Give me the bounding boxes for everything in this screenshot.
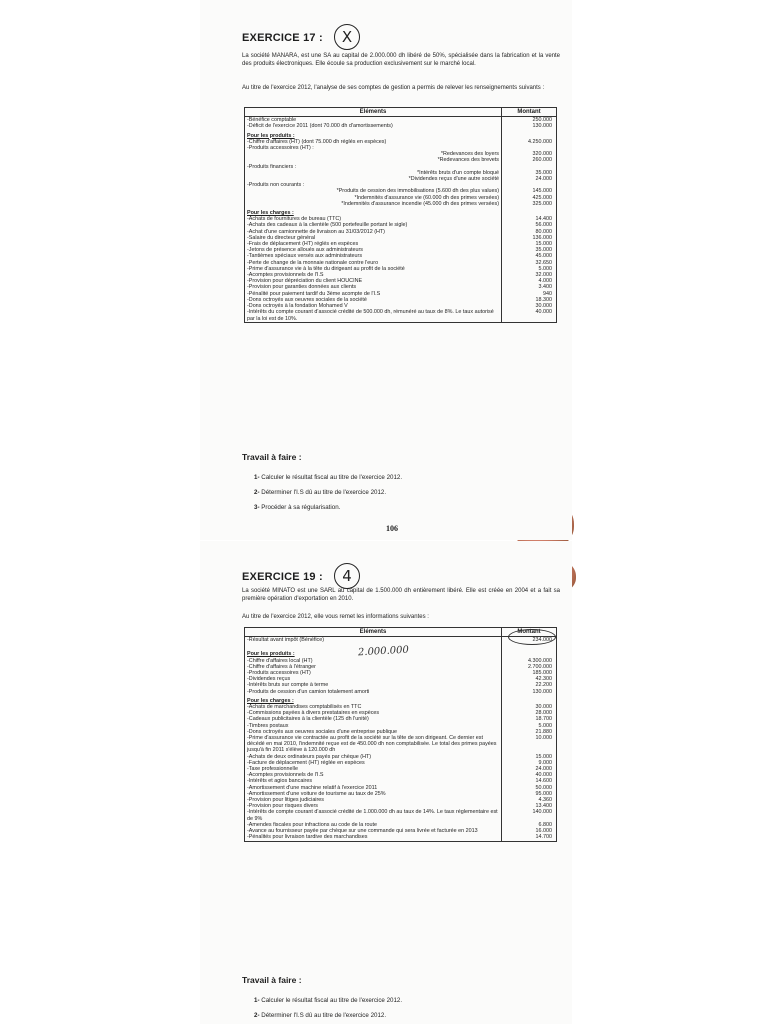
row-amount: 32.000 [502,272,557,278]
row-label: *Intérêts bruts d'un compte bloqué [245,170,502,176]
row-amount: 4.300.000 [502,658,557,664]
row-label: *Redevances des brevets [245,157,502,163]
row-label: -Acomptes provisionnels de l'I.S [245,772,502,778]
section-heading: Pour les produits : [245,130,502,139]
row-label: -Amortissement d'une machine relatif à l'exercice 2011 [245,785,502,791]
row-amount: 10.000 [502,735,557,754]
row-label: -Taxe professionnelle [245,766,502,772]
row-amount: 28.000 [502,710,557,716]
row-label: -Intérêts du compte courant d'associé crédité de 500.000 dh, rémunéré au taux de 8%. Le taux autorisé par la loi est de 10%. [245,309,502,322]
task-item [254,489,386,496]
row-amount: 136.000 [502,235,557,241]
row-amount: 2.700.000 [502,664,557,670]
row-label: -Chiffre d'affaires (HT) (dont 75.000 dh réglés en espèces) [245,139,502,145]
row-amount: 5.000 [502,266,557,272]
row-label: *Dividendes reçus d'une autre société [245,176,502,182]
row-label: *Indemnités d'assurance vie (60.000 dh des primes versées) [245,195,502,201]
table-row [245,809,557,821]
intro-paragraph: La société MINATO est une SARL au capital de 1.500.000 dh entièrement libéré. Elle est créée en 2004 et a fait sa première opération d'exportation en 2010. [242,588,560,602]
row-amount: 234.000 [502,637,557,644]
page-exercice-19 [200,541,572,1024]
row-label: -Résultat avant impôt (Bénéfice) [245,637,502,644]
row-label: -Provision pour garanties données aux clients [245,284,502,290]
row-label: -Achats de fournitures de bureau (TTC) [245,216,502,222]
task-text: Déterminer l'I.S dû au titre de l'exercice 2012. [261,1012,387,1019]
exercise-title: EXERCICE 19 : [242,571,323,583]
row-label: -Bénéfice comptable [245,117,502,124]
row-amount: 140.000 [502,809,557,821]
row-amount: 22.200 [502,682,557,688]
todo-title: Travail à faire : [242,452,302,462]
row-amount: 24.000 [502,766,557,772]
row-amount: 16.000 [502,828,557,834]
task-number: 1- [254,997,260,1004]
row-amount [502,695,557,704]
row-label: *Redevances des loyers [245,151,502,157]
row-label: -Provision pour litiges judiciaires [245,797,502,803]
section-heading: Pour les charges : [245,207,502,216]
row-amount: 130.000 [502,123,557,129]
task-number: 2- [254,1012,260,1019]
handwritten-circled-mark: X [334,24,360,50]
row-label: -Dons octroyés aux oeuvres sociales de la société [245,297,502,303]
table-row [245,207,557,216]
page-exercice-17 [200,0,572,540]
row-amount: 35.000 [502,247,557,253]
row-label: -Déficit de l'exercice 2011 (dont 70.000 dh d'amortissements) [245,123,502,129]
task-text: Déterminer l'I.S dû au titre de l'exercice 2012. [261,489,387,496]
row-amount: 4.250.000 [502,139,557,145]
row-amount [502,207,557,216]
row-amount: 95.000 [502,791,557,797]
row-label: -Provision pour dépréciation du client HOUCINE [245,278,502,284]
task-number: 2- [254,489,260,496]
row-amount: 320.000 [502,151,557,157]
todo-title: Travail à faire : [242,975,302,985]
row-amount: 4.000 [502,278,557,284]
row-label: -Timbres postaux [245,723,502,729]
row-label: -Perte de change de la monnaie nationale contre l'euro [245,260,502,266]
column-header-elements: Eléments [245,628,502,637]
task-number: 1- [254,474,260,481]
task-item [254,504,340,511]
task-text: Calculer le résultat fiscal au titre de l'exercice 2012. [261,997,403,1004]
handwritten-oval-annotation [508,629,556,645]
row-amount: 6.800 [502,822,557,828]
row-amount: 30.000 [502,704,557,710]
row-label: *Produits de cession des immobilisations (5.600 dh des plus values) [245,188,502,194]
row-label: -Tantièmes spéciaux versés aux administrateurs [245,253,502,259]
row-label: -Dons octroyés à la fondation Mohamed V [245,303,502,309]
row-amount: 425.000 [502,195,557,201]
row-amount [502,130,557,139]
row-label: -Amendes fiscales pour infractions au code de la route [245,822,502,828]
row-label: -Intérêts et agios bancaires [245,778,502,784]
row-amount: 940 [502,291,557,297]
row-label: -Facture de déplacement (HT) réglée en espèces [245,760,502,766]
row-amount: 145.000 [502,188,557,194]
row-amount: 4.360 [502,797,557,803]
task-number: 3- [254,504,260,511]
row-label: -Prime d'assurance vie contractée au profit de la société sur la tête de son dirigeant. Ce dernier est décédé en mai 2010, l'indemnité reçue est de 450.000 dh non comptabilisée. Le total des primes payées jusqu'à fin 2011 s'élève à 120.000 dh [245,735,502,754]
row-amount [502,648,557,657]
row-amount: 185.000 [502,670,557,676]
task-item [254,997,402,1004]
row-label: -Achats de marchandises comptabilisés en TTC [245,704,502,710]
row-amount: 13.400 [502,803,557,809]
row-amount: 40.000 [502,309,557,322]
task-text: Calculer le résultat fiscal au titre de l'exercice 2012. [261,474,403,481]
row-amount: 45.000 [502,253,557,259]
row-amount: 130.000 [502,689,557,695]
handwritten-note: 2.000.000 [357,644,410,659]
row-label: -Chiffre d'affaires à l'étranger [245,664,502,670]
row-amount: 14.600 [502,778,557,784]
intro-paragraph: La société MANARA, est une SA au capital de 2.000.000 dh libéré de 50%, spécialisée dans la fabrication et la vente des produits électroniques. Elle écoule sa production exclusivement sur le marché local. [242,53,560,67]
exercise-title: EXERCICE 17 : [242,32,323,44]
section-heading: Pour les charges : [245,695,502,704]
row-label: -Pénalité pour paiement tardif du 3ème acompte de l'I.S [245,291,502,297]
row-label: -Achat d'une camionnette de livraison au 31/03/2012 (HT) [245,229,502,235]
table-row [245,309,557,322]
row-amount: 50.000 [502,785,557,791]
row-amount: 32.650 [502,260,557,266]
row-amount: 14.700 [502,834,557,841]
row-label: -Produits accessoires (HT) : [245,145,502,151]
row-amount: 3.400 [502,284,557,290]
row-amount: 15.000 [502,754,557,760]
row-label: -Produits accessoires (HT) [245,670,502,676]
table-row [245,695,557,704]
row-label: -Frais de déplacement (HT) réglés en espèces [245,241,502,247]
row-amount: 9.000 [502,760,557,766]
row-label: -Produits de cession d'un camion totalement amorti [245,689,502,695]
row-amount: 42.300 [502,676,557,682]
task-text: Procéder à sa régularisation. [261,504,341,511]
row-amount: 5.000 [502,723,557,729]
row-amount: 80.000 [502,229,557,235]
row-amount: 15.000 [502,241,557,247]
row-amount: 250.000 [502,117,557,124]
table-row [245,130,557,139]
row-amount: 30.000 [502,303,557,309]
row-label: -Produits financiers : [245,164,502,170]
row-label: -Achats des cadeaux à la clientèle (500 portefeuille portant le sigle) [245,222,502,228]
row-amount: 18.300 [502,297,557,303]
row-label: -Commissions payées à divers prestataires en espèces [245,710,502,716]
row-amount: 21.880 [502,729,557,735]
row-amount: 14.400 [502,216,557,222]
table-row [245,735,557,754]
table-row [245,117,557,124]
intro-paragraph-2: Au titre de l'exercice 2012, l'analyse de ses comptes de gestion a permis de relever les renseignements suivants : [242,85,545,91]
row-label: -Pénalités pour livraison tardive des marchandises [245,834,502,841]
page-number: 106 [386,524,398,533]
row-label: -Dons octroyés aux oeuvres sociales d'une entreprise publique [245,729,502,735]
row-label: -Avance au fournisseur payée par chèque sur une commande qui sera livrée et facturée en 2013 [245,828,502,834]
task-item [254,474,402,481]
row-amount: 35.000 [502,170,557,176]
row-label: -Jetons de présence alloués aux administrateurs [245,247,502,253]
row-label: -Amortissement d'une voiture de tourisme au taux de 25% [245,791,502,797]
row-amount: 24.000 [502,176,557,182]
column-header-elements: Eléments [245,108,502,117]
row-label: -Produits non courants : [245,182,502,188]
row-label: -Salaire du directeur général [245,235,502,241]
column-header-montant: Montant [502,628,557,637]
table-row [245,834,557,841]
row-label: -Provision pour risques divers [245,803,502,809]
row-amount: 56.000 [502,222,557,228]
column-header-montant: Montant [502,108,557,117]
data-table [244,627,557,842]
task-item [254,1012,386,1019]
row-label: -Dividendes reçus [245,676,502,682]
row-amount: 40.000 [502,772,557,778]
intro-paragraph-2: Au titre de l'exercice 2012, elle vous remet les informations suivantes : [242,614,429,620]
row-amount: 325.000 [502,201,557,207]
row-label: -Cadeaux publicitaires à la clientèle (125 dh l'unité) [245,716,502,722]
row-label: -Intérêts de compte courant d'associé crédité de 1.000.000 dh au taux de 14%. Le taux réglementaire est de 9% [245,809,502,821]
row-amount: 18.700 [502,716,557,722]
row-label: -Achats de deux ordinateurs payés par chèque (HT) [245,754,502,760]
handwritten-circled-mark: 4 [334,563,360,589]
section-heading: Pour les produits : [245,648,502,657]
row-label: *Indemnités d'assurance incendie (45.000 dh des primes versées) [245,201,502,207]
row-label: -Intérêts bruts sur compte à terme [245,682,502,688]
row-label: -Acomptes provisionnels de l'I.S [245,272,502,278]
row-label: -Prime d'assurance vie à la tête du dirigeant au profit de la société [245,266,502,272]
row-label: -Chiffre d'affaires local (HT) [245,658,502,664]
row-amount: 260.000 [502,157,557,163]
data-table [244,107,557,323]
